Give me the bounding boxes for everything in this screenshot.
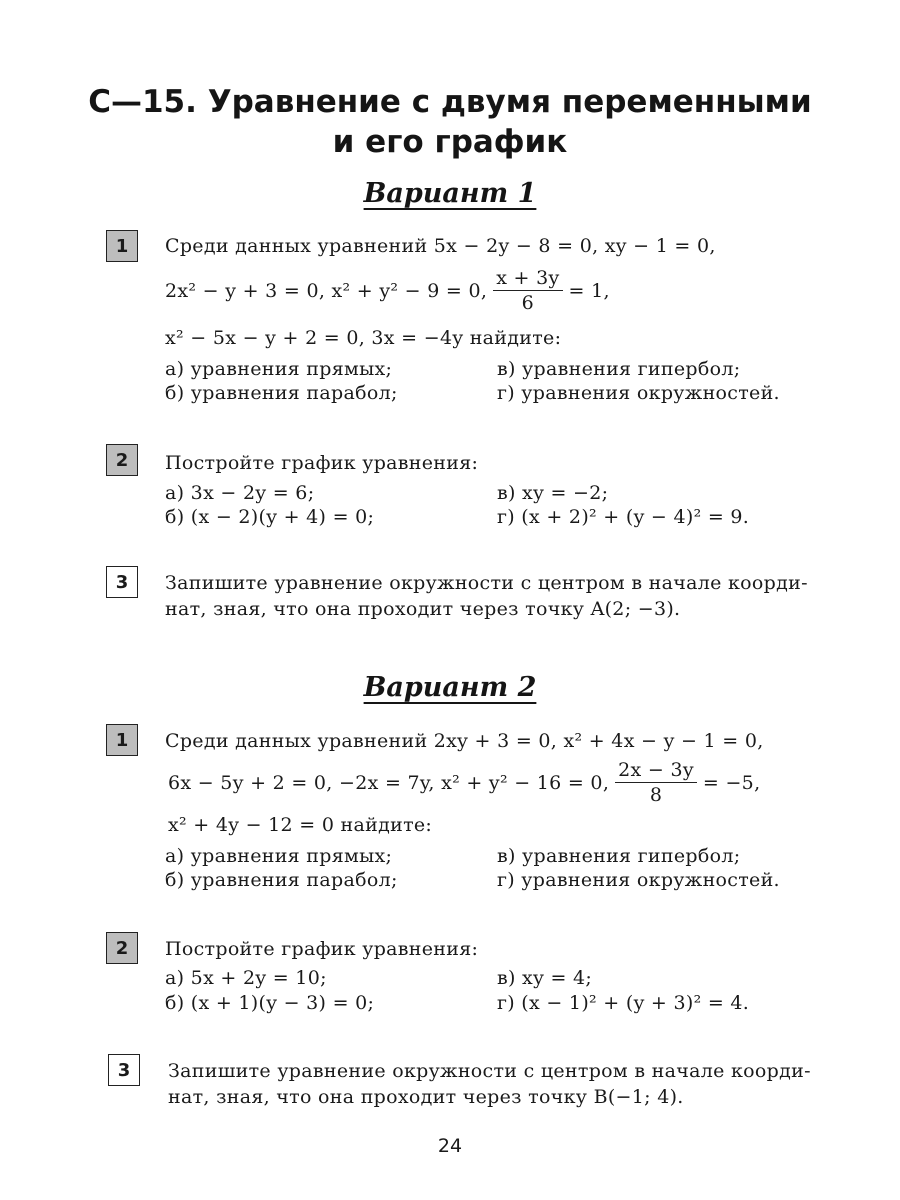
task-number-badge: 3 (108, 1054, 140, 1086)
task-equations-row (165, 266, 610, 315)
option-a: а) уравнения прямых; (165, 358, 393, 380)
option-b: б) уравнения парабол; (165, 382, 398, 404)
option-b: б) (x − 2)(y + 4) = 0; (165, 506, 375, 528)
option-a: а) уравнения прямых; (165, 845, 393, 867)
variant-1-heading: Вариант 1 (363, 178, 537, 209)
option-b: б) (x + 1)(y − 3) = 0; (165, 992, 375, 1014)
option-d: г) (x − 1)² + (y + 3)² = 4. (497, 992, 750, 1014)
task-text: Среди данных уравнений 5x − 2y − 8 = 0, xy − 1 = 0, (165, 235, 716, 257)
task-number-badge: 2 (106, 932, 138, 964)
task-number-badge: 2 (106, 444, 138, 476)
task-text: нат, зная, что она проходит через точку B(−1; 4). (168, 1086, 684, 1108)
task-text: x² + 4y − 12 = 0 найдите: (168, 814, 433, 836)
task-text: Постройте график уравнения: (165, 452, 479, 474)
task-number-badge: 1 (106, 230, 138, 262)
option-c: в) xy = 4; (497, 967, 593, 989)
option-d: г) уравнения окружностей. (497, 382, 780, 404)
variant-2-heading: Вариант 2 (363, 672, 537, 703)
equations-text: = 1, (568, 279, 610, 302)
task-text: Запишите уравнение окружности с центром в начале коорди- (165, 572, 808, 594)
task-text: нат, зная, что она проходит через точку A(2; −3). (165, 598, 681, 620)
fraction (493, 266, 562, 315)
fraction-denominator: 8 (649, 784, 663, 806)
equations-text: = −5, (702, 771, 761, 794)
task-text: Среди данных уравнений 2xy + 3 = 0, x² + 4x − y − 1 = 0, (165, 730, 764, 752)
option-a: а) 3x − 2y = 6; (165, 482, 315, 504)
page-number: 24 (437, 1135, 463, 1157)
task-text: Постройте график уравнения: (165, 938, 479, 960)
option-c: в) xy = −2; (497, 482, 609, 504)
task-number-badge: 1 (106, 724, 138, 756)
task-text: Запишите уравнение окружности с центром в начале коорди- (168, 1060, 811, 1082)
option-d: г) (x + 2)² + (y − 4)² = 9. (497, 506, 750, 528)
page-title-line1: С—15. Уравнение с двумя переменными (88, 84, 812, 120)
page-title-line2: и его график (332, 124, 568, 160)
task-text: x² − 5x − y + 2 = 0, 3x = −4y найдите: (165, 327, 562, 349)
task-equations-row (168, 758, 760, 807)
fraction-numerator: x + 3y (493, 266, 562, 291)
option-b: б) уравнения парабол; (165, 869, 398, 891)
task-number-badge: 3 (106, 566, 138, 598)
equations-text: 2x² − y + 3 = 0, x² + y² − 9 = 0, (165, 279, 488, 302)
option-d: г) уравнения окружностей. (497, 869, 780, 891)
option-c: в) уравнения гипербол; (497, 845, 741, 867)
fraction (615, 758, 697, 807)
fraction-denominator: 6 (521, 292, 535, 314)
option-c: в) уравнения гипербол; (497, 358, 741, 380)
option-a: а) 5x + 2y = 10; (165, 967, 327, 989)
equations-text: 6x − 5y + 2 = 0, −2x = 7y, x² + y² − 16 = 0, (168, 771, 610, 794)
fraction-numerator: 2x − 3y (615, 758, 697, 783)
